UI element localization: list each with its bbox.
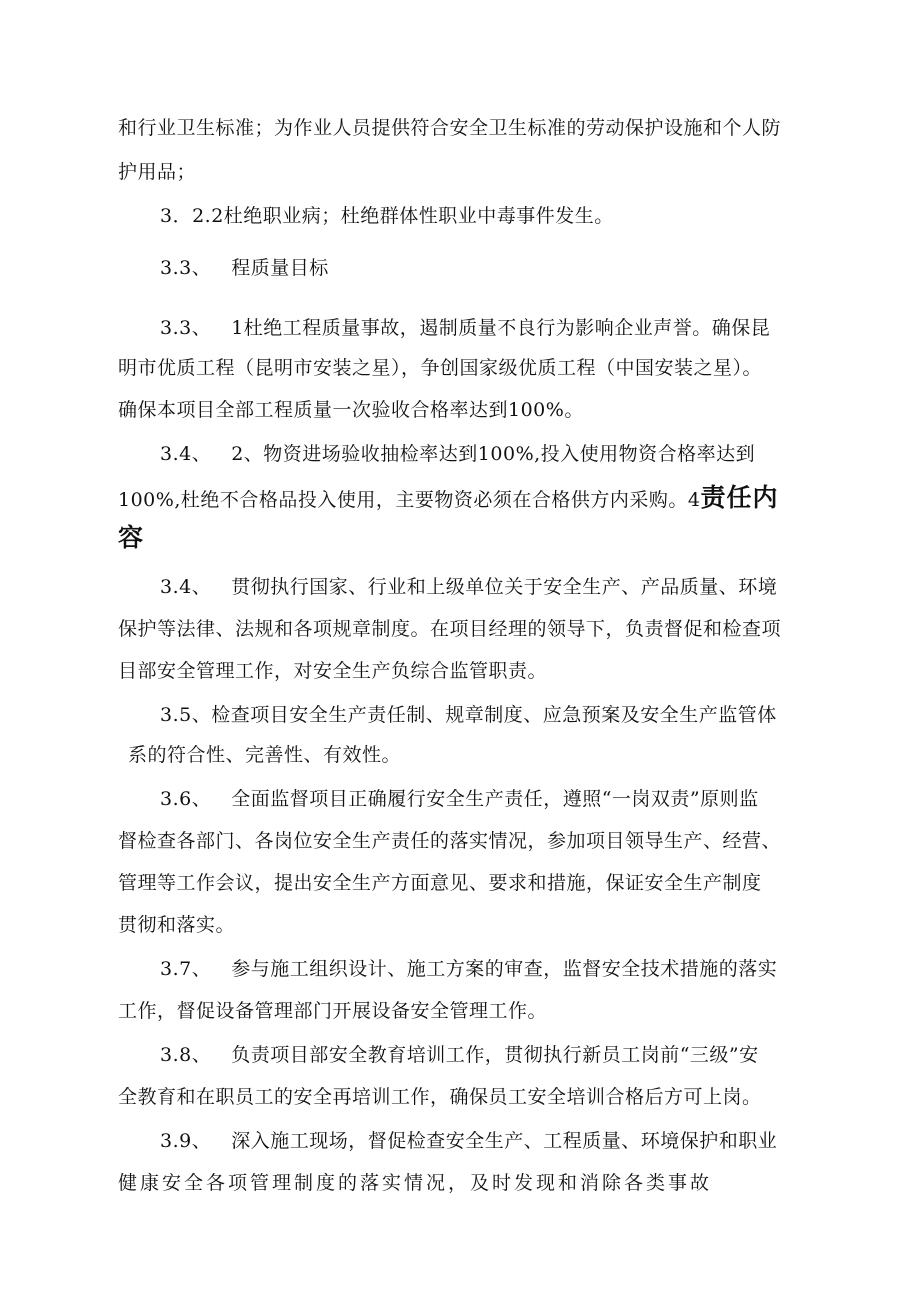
paragraph-line bbox=[160, 575, 777, 599]
paragraph-line: 目部安全管理工作，对安全生产负综合监管职责。 bbox=[118, 660, 548, 682]
paragraph-text: 全面监督项目正确履行安全生产责任，遵照“一岗双责”原则监 bbox=[231, 788, 759, 810]
paragraph-line: 保护等法律、法规和各项规章制度。在项目经理的领导下，负责督促和检查项 bbox=[118, 618, 782, 640]
paragraph-line bbox=[160, 442, 755, 466]
paragraph-line bbox=[160, 787, 759, 811]
section-title: 程质量目标 bbox=[231, 257, 329, 279]
paragraph-line bbox=[160, 1043, 759, 1067]
paragraph-line: 督检查各部门、各岗位安全生产责任的落实情况，参加项目领导生产、经营、 bbox=[118, 830, 782, 852]
paragraph-line: 全教育和在职员工的安全再培训工作，确保员工安全培训合格后方可上岗。 bbox=[118, 1086, 762, 1108]
section-number: 3.6、 bbox=[160, 788, 212, 810]
paragraph-line: 工作，督促设备管理部门开展设备安全管理工作。 bbox=[118, 1000, 548, 1022]
paragraph-line bbox=[118, 483, 779, 512]
section-number: 3.3、 bbox=[160, 257, 212, 279]
paragraph-line: 3.5、检查项目安全生产责任制、规章制度、应急预案及安全生产监管体 bbox=[160, 704, 777, 726]
paragraph-line bbox=[160, 957, 777, 981]
paragraph-line: 确保本项目全部工程质量一次验收合格率达到100%。 bbox=[118, 399, 584, 421]
paragraph-text: 负责项目部安全教育培训工作，贯彻执行新员工岗前“三级”安 bbox=[231, 1044, 759, 1066]
section-number: 3.9、 bbox=[160, 1130, 212, 1152]
section-number: 3.4、 bbox=[160, 443, 212, 465]
paragraph-text: 参与施工组织设计、施工方案的审查，监督安全技术措施的落实 bbox=[231, 958, 778, 980]
paragraph-line: 明市优质工程（昆明市安装之星），争创国家级优质工程（中国安装之星）。 bbox=[118, 357, 763, 379]
paragraph-text: 贯彻执行国家、行业和上级单位关于安全生产、产品质量、环境 bbox=[231, 576, 778, 598]
paragraph-text: 深入施工现场，督促检查安全生产、工程质量、环境保护和职业 bbox=[231, 1130, 778, 1152]
paragraph-line bbox=[160, 1129, 777, 1153]
paragraph-line: 健康安全各项管理制度的落实情况，及时发现和消除各类事故 bbox=[118, 1172, 713, 1194]
section-3-3-heading bbox=[160, 256, 329, 280]
paragraph-line: 和行业卫生标准；为作业人员提供符合安全卫生标准的劳动保护设施和个人防 bbox=[118, 117, 782, 139]
section-number: 3.3、 bbox=[160, 317, 212, 339]
section-number: 3.8、 bbox=[160, 1044, 212, 1066]
section-number: 3.4、 bbox=[160, 576, 212, 598]
paragraph-line: 系的符合性、完善性、有效性。 bbox=[128, 744, 402, 766]
paragraph-text: 2、物资进场验收抽检率达到100%,投入使用物资合格率达到 bbox=[231, 443, 756, 465]
section-4-heading: 责任内 bbox=[700, 483, 779, 512]
section-4-heading-continued: 容 bbox=[118, 523, 145, 552]
paragraph-text: 100%,杜绝不合格品投入使用，主要物资必须在合格供方内采购。4 bbox=[118, 489, 701, 511]
paragraph-line: 管理等工作会议，提出安全生产方面意见、要求和措施，保证安全生产制度 bbox=[118, 872, 762, 894]
paragraph-line bbox=[160, 316, 770, 340]
section-3-2-2-line: 3．2.2杜绝职业病；杜绝群体性职业中毒事件发生。 bbox=[160, 205, 614, 227]
paragraph-text: 1杜绝工程质量事故，遏制质量不良行为影响企业声誉。确保昆 bbox=[231, 317, 771, 339]
paragraph-line: 护用品； bbox=[118, 161, 197, 183]
paragraph-line: 贯彻和落实。 bbox=[118, 914, 236, 936]
section-number: 3.7、 bbox=[160, 958, 212, 980]
